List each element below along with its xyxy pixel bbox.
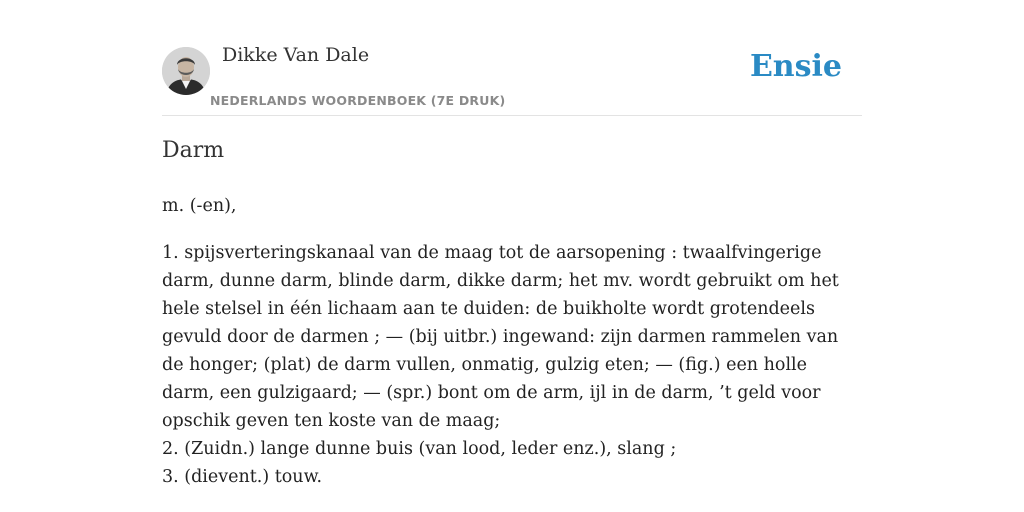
definition-sense-1: 1. spijsverteringskanaal van de maag tot de aarsopening : twaalfvingerige darm, dunne darm, blinde darm, dikke darm; het mv. wordt gebruikt om het hele stelsel in één lichaam aan te duiden: de buikholte wordt grotendeels gevuld door de darmen ; — (bij uitbr.) ingewand: zijn darmen rammelen van de honger; (plat) de darm vullen, onmatig, gulzig eten; — (fig.) een holle darm, een gulzigaard; — (spr.) bont om de arm, ijl in de darm, ’t geld voor opschik geven ten koste van de maag; [162, 243, 839, 431]
content-container [162, 0, 862, 487]
ensie-logo[interactable]: Ensie [749, 49, 842, 84]
author-name[interactable]: Dikke Van Dale [222, 44, 370, 66]
entry-title: Darm [162, 138, 225, 163]
entry-grammar: m. (-en), [162, 196, 237, 216]
dictionary-source[interactable]: NEDERLANDS WOORDENBOEK (7E DRUK) [210, 93, 506, 108]
entry-definition [162, 239, 862, 491]
header [162, 0, 862, 116]
author-avatar[interactable] [162, 47, 210, 95]
definition-sense-2: 2. (Zuidn.) lange dunne buis (van lood, leder enz.), slang ; [162, 439, 677, 459]
portrait-avatar-icon [162, 47, 210, 95]
definition-sense-3: 3. (dievent.) touw. [162, 467, 323, 487]
